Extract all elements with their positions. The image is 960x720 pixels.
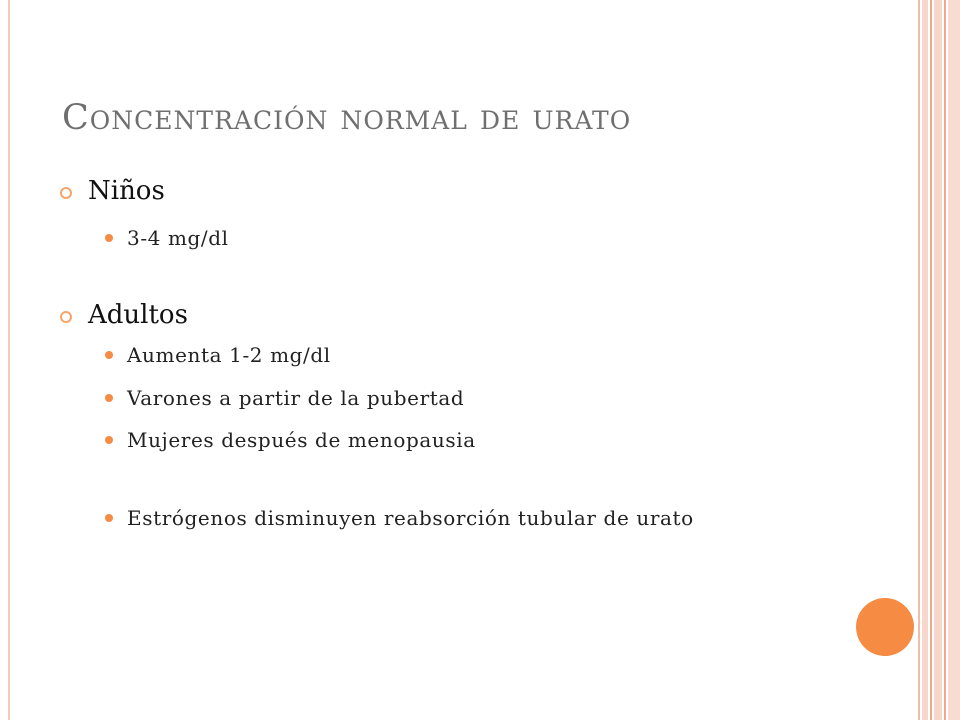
- dot-bullet-icon: [105, 436, 113, 444]
- right-stripe-2: [922, 0, 928, 720]
- section-heading-label: Niños: [88, 176, 165, 206]
- right-stripe-5: [944, 0, 946, 720]
- list-item: [105, 506, 694, 530]
- dot-bullet-icon: [105, 234, 113, 242]
- ring-bullet-icon: [60, 187, 72, 199]
- list-item-label: Varones a partir de la pubertad: [127, 386, 465, 410]
- list-item: [105, 428, 476, 452]
- section-heading-label: Adultos: [88, 300, 188, 330]
- slide-title: Concentración normal de urato: [62, 98, 632, 138]
- ring-bullet-icon: [60, 311, 72, 323]
- right-stripe-4: [934, 0, 942, 720]
- dot-bullet-icon: [105, 394, 113, 402]
- list-item: [105, 386, 464, 410]
- list-item-label: Aumenta 1-2 mg/dl: [127, 343, 331, 367]
- orange-circle-decoration: [856, 598, 914, 656]
- section-heading-adultos: [60, 300, 188, 330]
- right-stripe-6: [948, 0, 960, 720]
- list-item-label: Mujeres después de menopausia: [127, 428, 476, 452]
- dot-bullet-icon: [105, 351, 113, 359]
- right-stripe-1: [918, 0, 920, 720]
- section-heading-ninos: [60, 176, 165, 206]
- list-item: [105, 343, 331, 367]
- list-item-label: Estrógenos disminuyen reabsorción tubular de urato: [127, 506, 694, 530]
- list-item: [105, 226, 229, 250]
- left-border-line: [8, 0, 10, 720]
- right-stripe-3: [930, 0, 932, 720]
- list-item-label: 3-4 mg/dl: [127, 226, 229, 250]
- dot-bullet-icon: [105, 514, 113, 522]
